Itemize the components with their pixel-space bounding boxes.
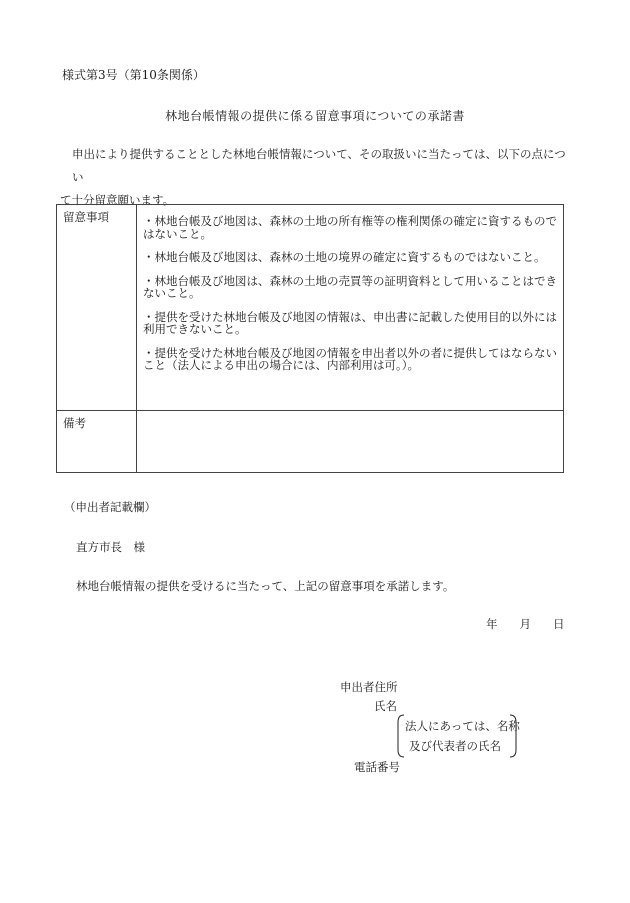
document-title: 林地台帳情報の提供に係る留意事項についての承諾書	[165, 109, 465, 123]
date-month-label: 月	[519, 617, 531, 631]
applicant-address-label: 申出者住所	[340, 680, 398, 694]
remarks-label: 備考	[63, 416, 86, 430]
addressee: 直方市長 様	[76, 540, 145, 554]
date-day-label: 日	[553, 617, 565, 631]
notes-label: 留意事項	[63, 210, 109, 224]
corporate-note-line-1: 法人にあっては、名称	[405, 719, 520, 733]
notice-table	[56, 204, 564, 473]
corporate-note-line-2: 及び代表者の氏名	[409, 739, 501, 753]
note-item: ・林地台帳及び地図は、森林の土地の売買等の証明資料として用いることはできないこと。	[143, 273, 557, 300]
note-item: ・林地台帳及び地図は、森林の土地の境界の確定に資するものではないこと。	[143, 250, 546, 264]
note-item: ・林地台帳及び地図は、森林の土地の所有権等の権利関係の確定に資するものではないこと。	[143, 214, 557, 241]
note-item: ・提供を受けた林地台帳及び地図の情報を申出者以外の者に提供してはならないこと（法人による申出の場合には、内部利用は可。）。	[143, 345, 557, 372]
corporate-name-note	[397, 714, 520, 758]
notes-list	[143, 215, 559, 383]
note-item: ・提供を受けた林地台帳及び地図の情報は、申出書に記載した使用目的以外には利用できないこと。	[143, 309, 557, 336]
form-number: 様式第3号（第10条関係）	[62, 68, 205, 82]
applicant-phone-label: 電話番号	[354, 760, 400, 774]
intro-paragraph	[60, 143, 570, 212]
applicant-section-heading: （申出者記載欄）	[64, 500, 156, 514]
table-column-divider	[136, 205, 137, 472]
date-line	[486, 616, 565, 632]
applicant-name-label: 氏名	[374, 699, 397, 713]
intro-line-1: 申出により提供することとした林地台帳情報について、その取扱いに当たっては、以下の点につい	[72, 147, 566, 184]
table-row-divider	[57, 410, 563, 411]
consent-statement: 林地台帳情報の提供を受けるに当たって、上記の留意事項を承諾します。	[76, 579, 455, 593]
date-year-label: 年	[486, 617, 498, 631]
intro-line-2: て十分留意願います。	[60, 193, 175, 207]
